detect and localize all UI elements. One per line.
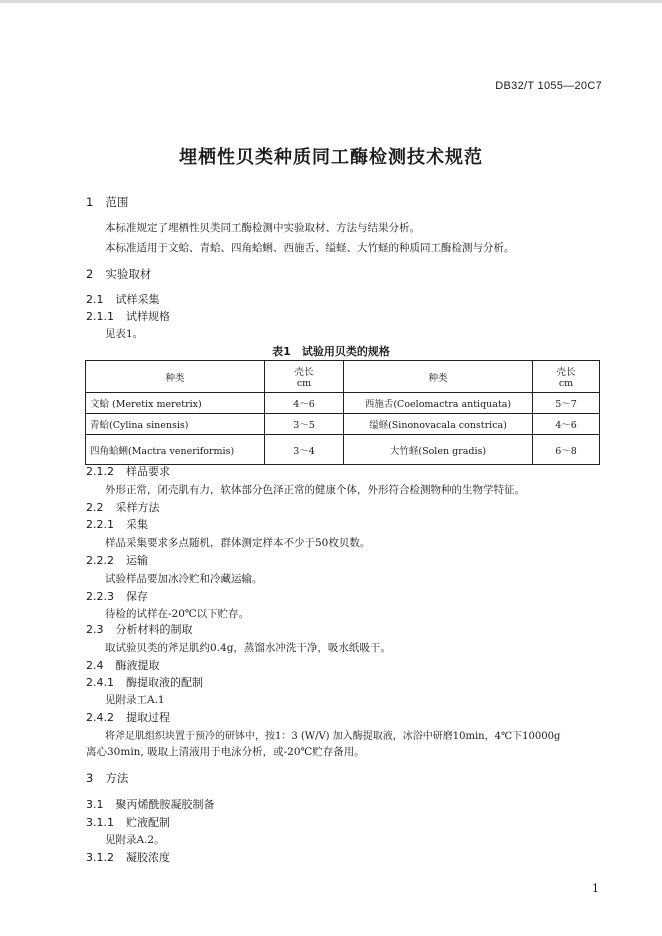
- section-title: 实验取材: [105, 267, 152, 281]
- section-number: 2.2.2: [86, 554, 114, 567]
- table-cell-length: 4～6: [533, 414, 600, 435]
- subsection-2-1-1-heading: [86, 308, 170, 324]
- subsection-2-2-2-heading: [86, 552, 148, 568]
- table-cell-length: 3～4: [265, 435, 344, 465]
- page-number: 1: [592, 882, 599, 895]
- header-cell-species: 种类: [344, 361, 533, 393]
- paragraph: 本标准适用于文蛤、青蛤、四角蛤蜊、西施舌、缢蛏、大竹蛏的种质同工酶检测与分析。: [105, 242, 515, 254]
- subsection-2-2-heading: [86, 499, 160, 515]
- section-title: 凝胶浓度: [126, 851, 170, 864]
- document-title: 埋栖性贝类种质同工酶检测技术规范: [179, 147, 483, 168]
- table-cell-species: 青蛤(Cylina sinensis): [86, 414, 265, 435]
- section-title: 采样方法: [115, 501, 160, 514]
- paragraph: 见附录A.2。: [105, 834, 165, 846]
- subsection-2-1-heading: [86, 291, 160, 307]
- table-row: [86, 414, 600, 435]
- section-number: 2.4.2: [86, 711, 114, 724]
- table-cell-species: 文蛤 (Meretix meretrix): [86, 393, 265, 414]
- section-title: 试样规格: [126, 310, 170, 323]
- subsection-2-3-heading: [86, 621, 193, 637]
- header-length-label: 壳长: [294, 367, 314, 378]
- section-title: 提取过程: [126, 711, 170, 724]
- section-title: 保存: [126, 590, 148, 603]
- section-1-heading: [86, 194, 128, 210]
- subsection-2-2-1-heading: [86, 516, 148, 532]
- specification-table: [85, 360, 600, 465]
- section-number: 3.1.2: [86, 851, 114, 864]
- section-number: 2.1: [86, 293, 104, 306]
- subsection-2-1-2-heading: [86, 463, 170, 479]
- section-number: 2.2.1: [86, 518, 114, 531]
- header-length-unit: cm: [296, 378, 312, 389]
- section-title: 贮液配制: [126, 816, 170, 829]
- section-title: 聚丙烯酰胺凝胶制备: [115, 798, 215, 811]
- paragraph: 离心30min, 吸取上清液用于电泳分析，或-20℃贮存备用。: [86, 746, 365, 758]
- table-caption: 表1 试验用贝类的规格: [272, 345, 390, 358]
- table-cell-species: 西施舌(Coelomactra antiquata): [344, 393, 533, 414]
- standard-number: DB32/T 1055—20C7: [495, 80, 602, 92]
- section-number: 2.2: [86, 501, 104, 514]
- paragraph: 见表1。: [105, 328, 144, 340]
- subsection-3-1-2-heading: [86, 849, 170, 865]
- paragraph: 待检的试样在-20℃以下贮存。: [105, 608, 250, 620]
- paragraph: 外形正常，闭壳肌有力，软体部分色泽正常的健康个体，外形符合检测物种的生物学特征。: [105, 484, 525, 496]
- scan-edge: [0, 0, 662, 3]
- header-cell-species: 种类: [86, 361, 265, 393]
- table-cell-length: 3～5: [265, 414, 344, 435]
- paragraph: 试验样品要加冰冷贮和冷藏运输。: [105, 573, 263, 585]
- subsection-2-4-1-heading: [86, 674, 203, 690]
- table-header-row: [86, 361, 600, 393]
- section-3-heading: [86, 770, 128, 786]
- section-number: 3.1.1: [86, 816, 114, 829]
- section-number: 2.2.3: [86, 590, 114, 603]
- section-number: 3.1: [86, 798, 104, 811]
- table-cell-species: 缢蛏(Sinonovacala constrica): [344, 414, 533, 435]
- table-cell-species: 四角蛤蜊(Mactra veneriformis): [86, 435, 265, 465]
- section-title: 试样采集: [115, 293, 160, 306]
- table-row: [86, 435, 600, 465]
- table-row: [86, 393, 600, 414]
- header-cell-length: [265, 361, 344, 393]
- paragraph: 取试验贝类的斧足肌约0.4g，蒸馏水冲洗干净，吸水纸吸干。: [105, 642, 391, 654]
- section-number: 2: [86, 267, 94, 281]
- section-number: 2.4: [86, 659, 104, 672]
- subsection-3-1-heading: [86, 796, 215, 812]
- paragraph: 见附录工A.1: [105, 694, 165, 706]
- section-title: 样品要求: [126, 465, 170, 478]
- section-number: 2.1.2: [86, 465, 114, 478]
- paragraph: 本标准规定了埋栖性贝类同工酶检测中实验取材、方法与结果分析。: [105, 222, 420, 234]
- header-cell-length: [533, 361, 600, 393]
- paragraph: 样品采集要求多点随机，群体测定样本不少于50枚贝数。: [105, 537, 371, 549]
- table-cell-length: 5～7: [533, 393, 600, 414]
- table-cell-length: 6～8: [533, 435, 600, 465]
- section-title: 采集: [126, 518, 148, 531]
- section-title: 酶提取液的配制: [126, 676, 203, 689]
- subsection-2-4-2-heading: [86, 709, 170, 725]
- section-title: 酶液提取: [115, 659, 160, 672]
- section-number: 2.3: [86, 623, 104, 636]
- subsection-2-2-3-heading: [86, 588, 148, 604]
- section-number: 1: [86, 195, 94, 209]
- section-number: 2.4.1: [86, 676, 114, 689]
- section-title: 范围: [105, 195, 129, 209]
- section-2-heading: [86, 266, 151, 282]
- subsection-3-1-1-heading: [86, 814, 170, 830]
- header-length-unit: cm: [558, 378, 574, 389]
- section-title: 分析材料的制取: [115, 623, 193, 636]
- table-cell-species: 大竹蛏(Solen gradis): [344, 435, 533, 465]
- section-number: 3: [86, 771, 94, 785]
- subsection-2-4-heading: [86, 657, 160, 673]
- section-title: 方法: [105, 771, 129, 785]
- paragraph: 将斧足肌组织块置于预冷的研钵中，按1：3 (W/V) 加入酶提取液，冰浴中研磨10min，4℃下10000g: [105, 731, 561, 742]
- table-cell-length: 4～6: [265, 393, 344, 414]
- section-title: 运输: [126, 554, 148, 567]
- section-number: 2.1.1: [86, 310, 114, 323]
- header-length-label: 壳长: [556, 367, 576, 378]
